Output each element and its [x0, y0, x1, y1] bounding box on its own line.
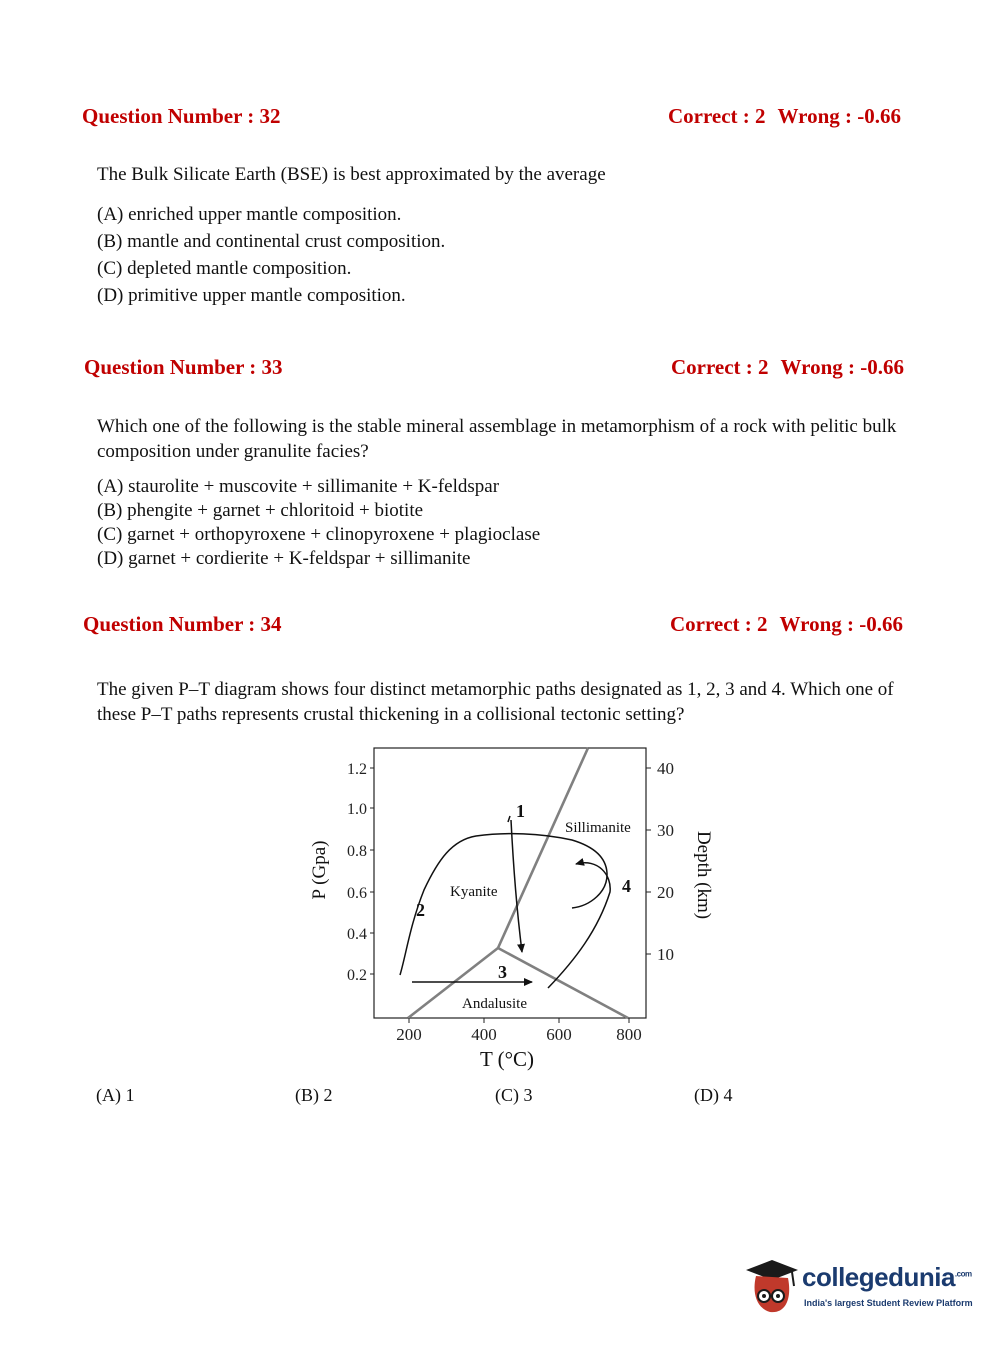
- option-c: (C) depleted mantle composition.: [97, 258, 352, 279]
- option-list: [97, 201, 445, 309]
- y-tick: 0.8: [347, 843, 367, 860]
- option-a: (A) enriched upper mantle composition.: [97, 204, 402, 225]
- option-c: (C) 3: [495, 1085, 533, 1105]
- y-left-label: P (Gpa): [309, 840, 330, 900]
- path-4: [548, 863, 610, 988]
- option-c: (C) garnet + orthopyroxene + clinopyroxene + plagioclase: [97, 524, 541, 545]
- question-text: The Bulk Silicate Earth (BSE) is best approximated by the average: [97, 164, 606, 185]
- depth-tick: 40: [657, 759, 674, 778]
- marks-info: [668, 104, 901, 129]
- x-label: T (°C): [479, 1047, 535, 1071]
- option-a: (A) staurolite + muscovite + sillimanite + K-feldspar: [97, 476, 500, 497]
- correct-marks: Correct : 2: [667, 104, 766, 128]
- correct-marks: Correct : 2: [670, 355, 769, 379]
- option-d: (D) 4: [694, 1085, 733, 1105]
- y-tick: 0.4: [347, 926, 367, 943]
- question-number: Question Number : 33: [84, 355, 283, 379]
- marks-info: [670, 612, 903, 637]
- option-list: [97, 475, 540, 571]
- x-tick: 400: [471, 1025, 497, 1044]
- option-d: (D) garnet + cordierite + K-feldspar + sillimanite: [97, 548, 471, 569]
- path-label-2: 2: [416, 900, 425, 920]
- collegedunia-logo: [742, 1252, 972, 1322]
- y-tick: 0.6: [347, 885, 367, 902]
- phase-boundaries: [408, 748, 628, 1018]
- depth-tick: 20: [657, 883, 674, 902]
- brand-tagline: India's largest Student Review Platform: [804, 1298, 973, 1308]
- depth-tick: 30: [657, 821, 674, 840]
- kyanite-sillimanite-boundary: [498, 748, 588, 948]
- mascot-icon: [742, 1252, 800, 1322]
- y-tick: 1.0: [347, 801, 367, 818]
- y-tick: 1.2: [347, 761, 367, 778]
- marks-info: [671, 355, 904, 380]
- field-andalusite: Andalusite: [462, 996, 527, 1012]
- question-33-header: [0, 355, 1001, 385]
- path-1: [511, 820, 522, 952]
- x-tick: 600: [546, 1025, 572, 1044]
- path-label-1: 1: [516, 801, 525, 821]
- y-left-axis: [347, 761, 374, 984]
- field-kyanite: Kyanite: [450, 884, 498, 900]
- brand-suffix: .com: [954, 1269, 972, 1279]
- wrong-marks: Wrong : -0.66: [779, 612, 903, 636]
- option-a: (A) 1: [96, 1085, 135, 1105]
- option-b: (B) phengite + garnet + chloritoid + biotite: [97, 500, 424, 521]
- question-32-header: [0, 104, 1001, 134]
- path-label-3: 3: [498, 962, 507, 982]
- option-b: (B) mantle and continental crust composition.: [97, 231, 446, 252]
- question-text: The given P–T diagram shows four distinct metamorphic paths designated as 1, 2, 3 and 4. Which one of these P–T paths represents crustal thickening in a collisional tectonic setting?: [97, 679, 894, 725]
- question-34-header: [0, 612, 1001, 642]
- question-text: Which one of the following is the stable mineral assemblage in metamorphism of a rock with pelitic bulk composition under granulite facies?: [97, 416, 897, 462]
- y-right-label: Depth (km): [693, 830, 714, 920]
- correct-marks: Correct : 2: [669, 612, 768, 636]
- y-right-axis: [646, 759, 674, 964]
- question-number: Question Number : 32: [82, 104, 281, 128]
- wrong-marks: Wrong : -0.66: [777, 104, 901, 128]
- option-b: (B) 2: [295, 1085, 333, 1105]
- x-axis: [396, 1018, 642, 1044]
- pt-diagram: [280, 740, 740, 1080]
- field-sillimanite: Sillimanite: [565, 820, 631, 836]
- wrong-marks: Wrong : -0.66: [780, 355, 904, 379]
- path-2: [400, 834, 607, 975]
- y-tick: 0.2: [347, 967, 367, 984]
- path-label-4: 4: [622, 876, 631, 896]
- option-d: (D) primitive upper mantle composition.: [97, 285, 406, 306]
- x-tick: 800: [616, 1025, 642, 1044]
- brand-name: collegedunia$^{.com}$: [802, 1262, 972, 1292]
- x-tick: 200: [396, 1025, 422, 1044]
- path-1-tail: [508, 816, 510, 822]
- depth-tick: 10: [657, 945, 674, 964]
- question-number: Question Number : 34: [83, 612, 282, 636]
